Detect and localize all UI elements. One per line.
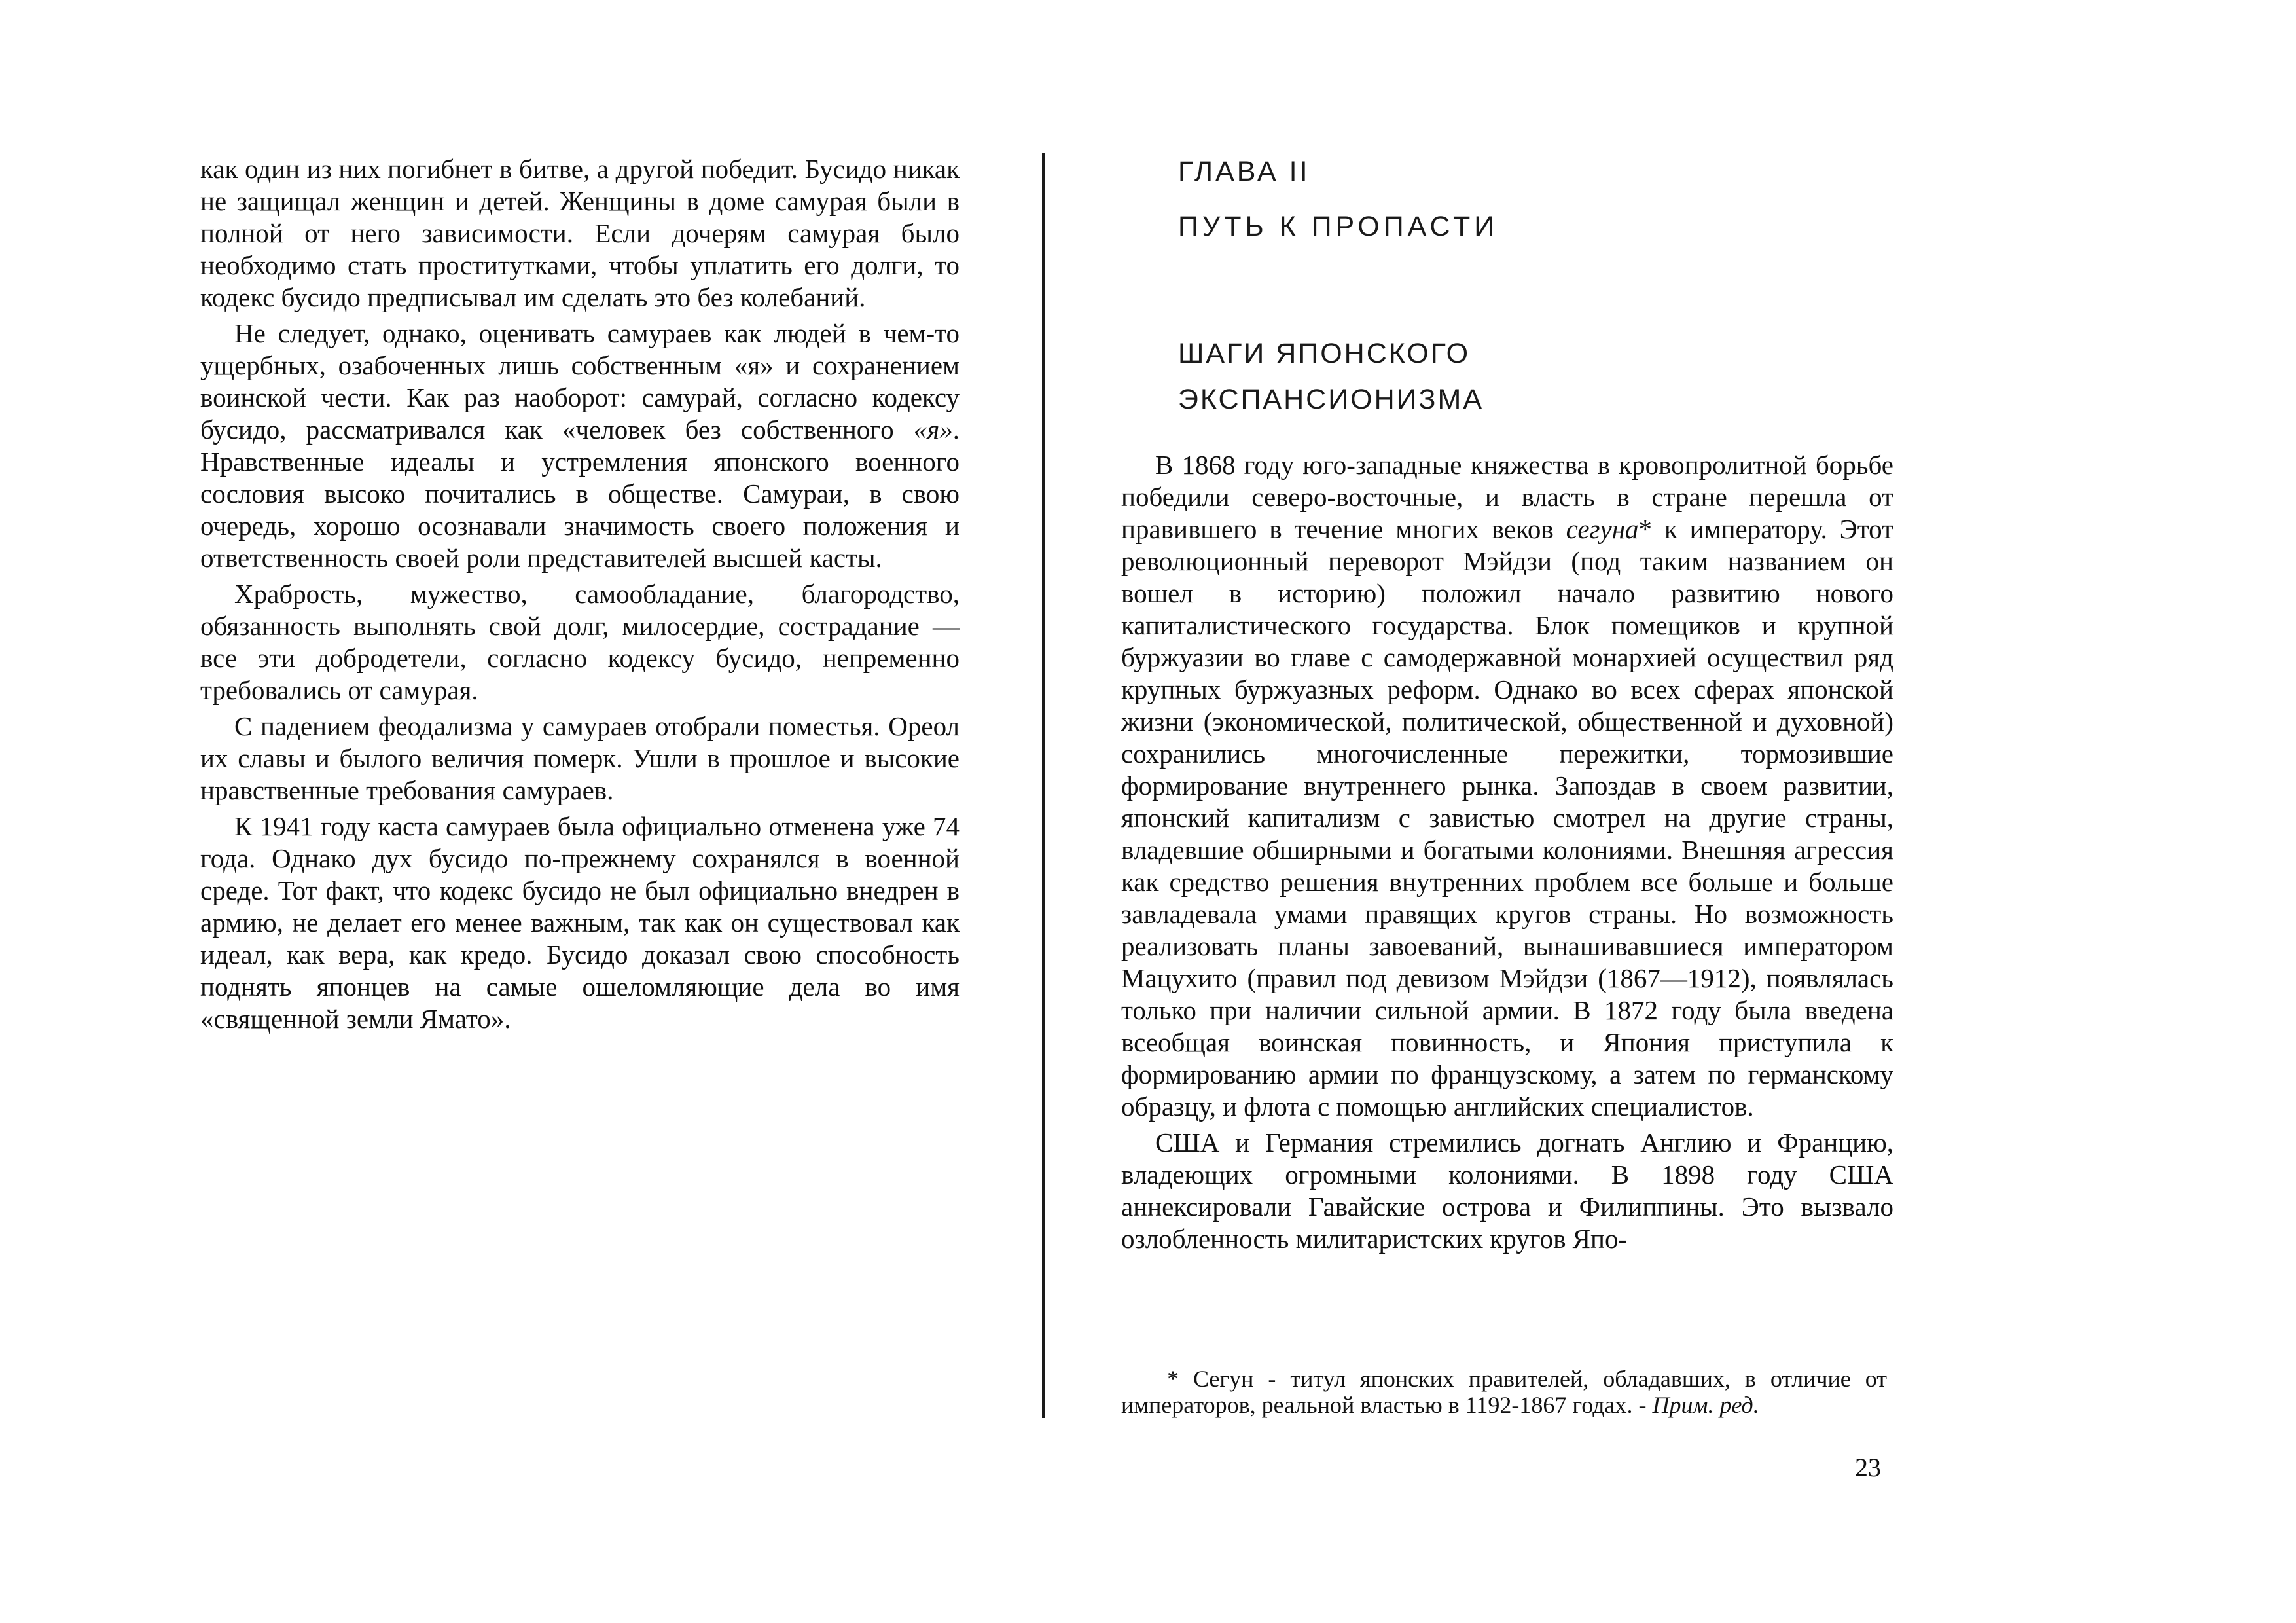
right-paragraph-1-start: В 1868 году юго-западные княжества в кровопролитной борьбе победили северо-восточные, и власть в стране перешла от правившего в течение многих веков	[1121, 450, 1893, 544]
page-number: 23	[1855, 1453, 1881, 1482]
left-page-text	[200, 153, 960, 1039]
left-paragraph-2-end: . Нравственные идеалы и устремления японского военного сословия высоко почитались в обществе. Самураи, в свою очередь, хорошо осознавали значимость своего положения и ответственность своей роли представителей высшей касты.	[200, 414, 960, 573]
left-paragraph-5: К 1941 году каста самураев была официально отменена уже 74 года. Однако дух бусидо по-прежнему сохранялся в военной среде. Тот факт, что кодекс бусидо не был официально внедрен в армию, не делает его менее важным, так как он существовал как идеал, как вера, как кредо. Бусидо доказал свою способность поднять японцев на самые ошеломляющие дела во имя «священной земли Ямато».	[200, 811, 960, 1034]
chapter-label: ГЛАВА II	[1178, 156, 1310, 187]
right-paragraph-1-end: * к императору. Этот революционный переворот Мэйдзи (под таким названием он вошел в историю) положил начало развитию нового капиталистического государства. Блок помещиков и крупной буржуазии во главе с самодержавной монархией осуществил ряд крупных буржуазных реформ. Однако во всех сферах японской жизни (экономической, политической, общественной и духовной) сохранились многочисленные пережитки, тормозившие формирование внутреннего рынка. Запоздав в своем развитии, японский капитализм с завистью смотрел на другие страны, владевшие обширными и богатыми колониями. Внешняя агрессия как средство решения внутренних проблем все больше и больше завладевала умами правящих кругов страны. Но возможность реализовать планы завоеваний, вынашивавшиеся императором Мацухито (правил под девизом Мэйдзи (1867—1912), появлялась только при наличии сильной армии. В 1872 году была введена всеобщая воинская повинность, и Япония приступила к формированию армии по французскому, а затем по германскому образцу, и флота с помощью английских специалистов.	[1121, 514, 1893, 1122]
footnote-paragraph	[1121, 1366, 1887, 1418]
page-gutter-line	[1042, 153, 1045, 1418]
footnote-italic: Прим. ред.	[1652, 1392, 1759, 1418]
left-paragraph-3: Храбрость, мужество, самообладание, благородство, обязанность выполнять свой долг, милосердие, сострадание — все эти добродетели, согласно кодексу бусидо, непременно требовались от самурая.	[200, 579, 960, 705]
left-paragraph-2-start: Не следует, однако, оценивать самураев как людей в чем-то ущербных, озабоченных лишь собственным «я» и сохранением воинской чести. Как раз наоборот: самурай, согласно кодексу бусидо, рассматривался как «человек без собственного	[200, 318, 960, 445]
left-paragraph-2	[200, 318, 960, 574]
right-page-text	[1121, 449, 1893, 1259]
left-paragraph-2-italic: «я»	[913, 414, 953, 445]
left-paragraph-4: С падением феодализма у самураев отобрали поместья. Ореол их славы и былого величия померк. Ушли в прошлое и высокие нравственные требования самураев.	[200, 711, 960, 805]
right-paragraph-1-italic: сегуна	[1566, 514, 1639, 544]
section-title-line-2: ЭКСПАНСИОНИЗМА	[1178, 384, 1484, 415]
chapter-title: ПУТЬ К ПРОПАСТИ	[1178, 211, 1499, 242]
right-paragraph-1	[1121, 449, 1893, 1123]
section-title-line-1: ШАГИ ЯПОНСКОГО	[1178, 338, 1471, 369]
right-paragraph-2: США и Германия стремились догнать Англию и Францию, владеющих огромными колониями. В 1898 году США аннексировали Гавайские острова и Филиппины. Это вызвало озлобленность милитаристских кругов Япо-	[1121, 1127, 1893, 1254]
left-paragraph-1: как один из них погибнет в битве, а другой победит. Бусидо никак не защищал женщин и детей. Женщины в доме самурая были в полной от него зависимости. Если дочерям самурая было необходимо стать проститутками, чтобы уплатить его долги, то кодекс бусидо предписывал им сделать это без колебаний.	[200, 154, 960, 312]
footnote	[1121, 1366, 1887, 1418]
footnote-text: * Сегун - титул японских правителей, обладавших, в отличие от императоров, реальной властью в 1192-1867 годах. -	[1121, 1366, 1887, 1418]
